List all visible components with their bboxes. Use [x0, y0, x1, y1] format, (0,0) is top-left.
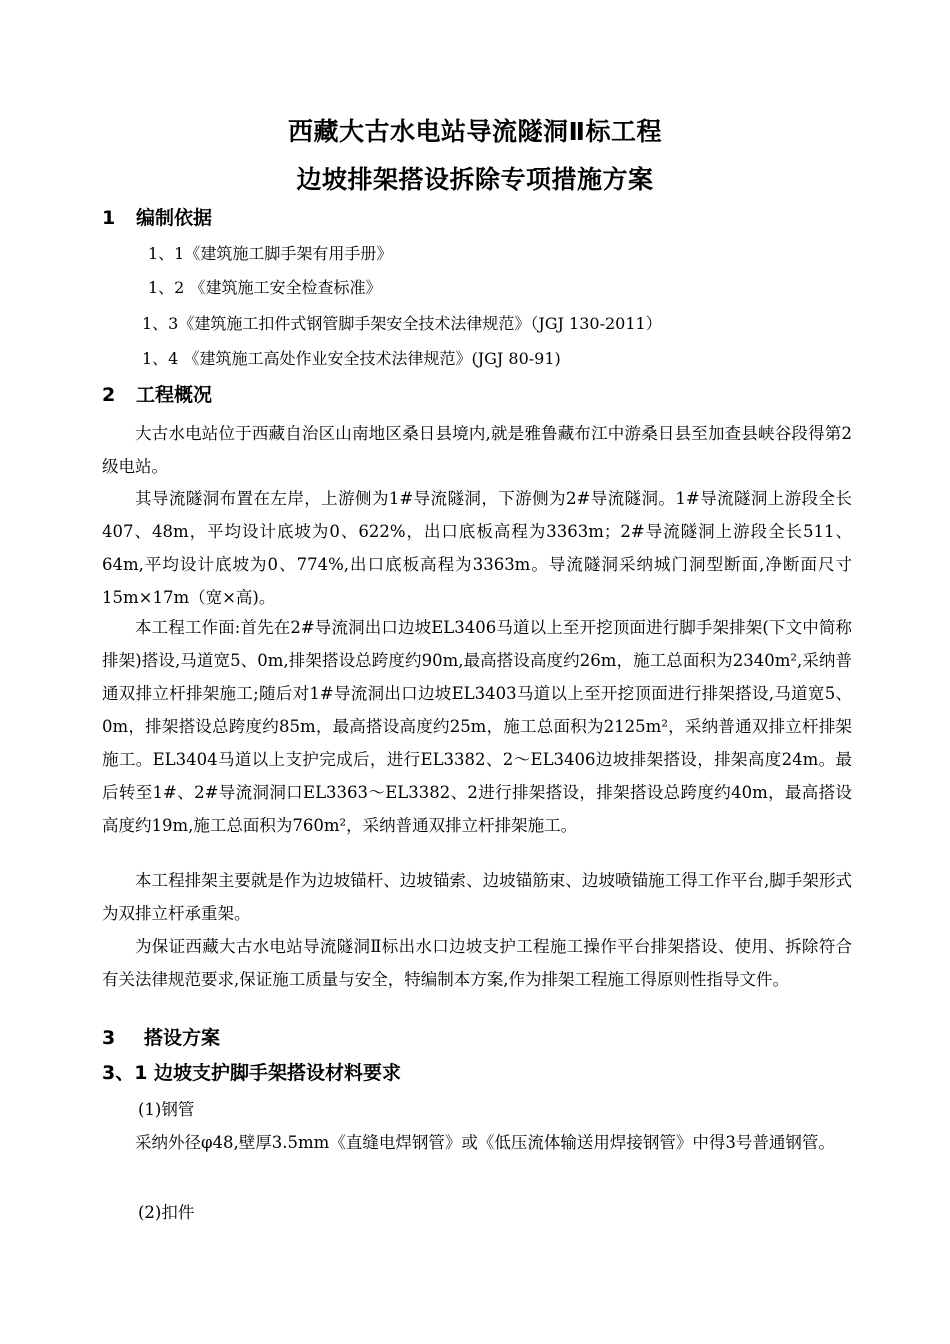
section-3-title: 搭设方案 — [144, 1027, 221, 1049]
section-1-number: 1 — [102, 207, 116, 229]
paragraph-tunnel-layout: 其导流隧洞布置在左岸，上游侧为1#导流隧洞，下游侧为2#导流隧洞。1#导流隧洞上游段全长407、48m，平均设计底坡为0、622%，出口底板高程为3363m；2#导流隧洞上游段全长511、64m,平均设计底坡为0、774%,出口底板高程为3363m。导流隧洞采纳城门洞型断面,净断面尺寸15m×17m（宽×高)。 — [102, 489, 852, 607]
paragraph-steel-pipe: 采纳外径φ48,壁厚3.5mm《直缝电焊钢管》或《低压流体输送用焊接钢管》中得3号普通钢管。 — [135, 1133, 835, 1152]
paragraph-scaffold-purpose: 本工程排架主要就是作为边坡锚杆、边坡锚索、边坡锚筋束、边坡喷锚施工得工作平台,脚手架形式为双排立杆承重架。 — [102, 871, 852, 923]
section-3-heading — [102, 1023, 220, 1050]
paragraph-work-scope: 本工程工作面:首先在2#导流洞出口边坡EL3406马道以上至开挖顶面进行脚手架排架(下文中简称排架)搭设,马道宽5、0m,排架搭设总跨度约90m,最高搭设高度约26m，施工总面积为2340m²,采纳普通双排立杆排架施工;随后对1#导流洞出口边坡EL3403马道以上至开挖顶面进行排架搭设,马道宽5、0m，排架搭设总跨度约85m，最高搭设高度约25m，施工总面积为2125m²，采纳普通双排立杆排架施工。EL3404马道以上支护完成后，进行EL3382、2～EL3406边坡排架搭设，排架高度24m。最后转至1#、2#导流洞洞口EL3363～EL3382、2进行排架搭设，排架搭设总跨度约40m，最高搭设高度约19m,施工总面积为760m²，采纳普通双排立杆排架施工。 — [102, 618, 852, 835]
document-title-line1: 西藏大古水电站导流隧洞Ⅱ标工程 — [288, 117, 662, 146]
reference-item-3: 1、3《建筑施工扣件式钢管脚手架安全技术法律规范》（JGJ 130-2011） — [142, 314, 662, 333]
paragraph-overview: 大古水电站位于西藏自治区山南地区桑日县境内,就是雅鲁藏布江中游桑日县至加查县峡谷段得第2级电站。 — [102, 424, 852, 476]
item-fastener: (2)扣件 — [138, 1203, 195, 1222]
reference-item-1: 1、1《建筑施工脚手架有用手册》 — [148, 244, 393, 263]
item-steel-pipe: (1)钢管 — [138, 1100, 195, 1119]
section-2-number: 2 — [102, 384, 116, 406]
section-3-1-heading: 3、1 边坡支护脚手架搭设材料要求 — [102, 1062, 402, 1084]
section-3-number: 3 — [102, 1027, 116, 1049]
section-2-heading — [102, 380, 212, 407]
paragraph-plan-purpose: 为保证西藏大古水电站导流隧洞Ⅱ标出水口边坡支护工程施工操作平台排架搭设、使用、拆除符合有关法律规范要求,保证施工质量与安全，特编制本方案,作为排架工程施工得原则性指导文件。 — [102, 937, 852, 989]
document-title-line2: 边坡排架搭设拆除专项措施方案 — [296, 165, 654, 194]
reference-item-2: 1、2 《建筑施工安全检查标准》 — [148, 278, 382, 297]
reference-item-4: 1、4 《建筑施工高处作业安全技术法律规范》(JGJ 80-91) — [142, 349, 561, 368]
section-1-title: 编制依据 — [136, 207, 213, 229]
section-2-title: 工程概况 — [136, 384, 213, 406]
section-1-heading — [102, 203, 212, 230]
